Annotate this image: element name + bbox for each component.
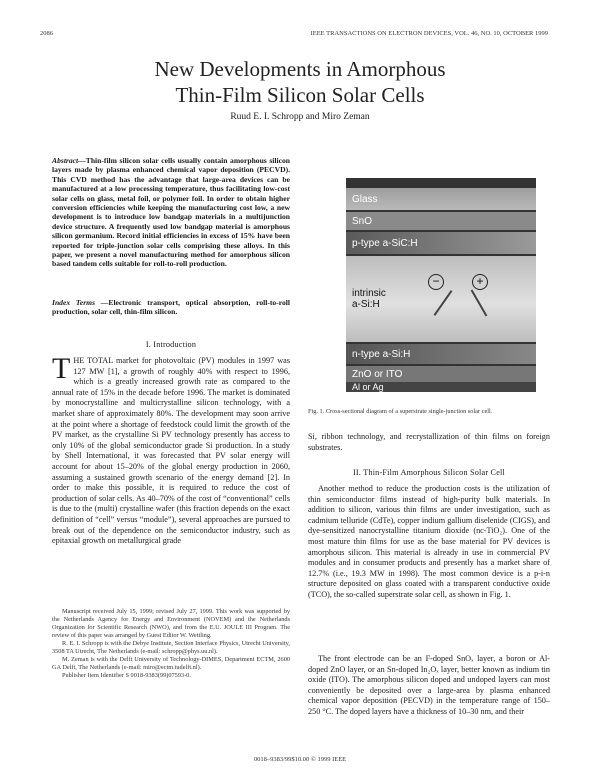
layer-intrinsic-material: a-Si:H xyxy=(352,299,380,310)
hole-arrow-icon xyxy=(471,290,488,317)
electron-icon: − xyxy=(428,274,444,290)
section-heading-introduction: I. Introduction xyxy=(145,340,197,349)
authors: Ruud E. I. Schropp and Miro Zeman xyxy=(230,112,370,122)
figure-caption: Fig. 1. Cross-sectional diagram of a superstrate single-junction solar cell. xyxy=(308,408,493,415)
layer-n-type: n-type a-Si:H xyxy=(346,344,536,364)
layer-zno-ito: ZnO or ITO xyxy=(346,366,536,382)
layer-intrinsic xyxy=(346,256,536,342)
thin-film-paragraph-2: The front electrode can be an F-doped SnOₓ layer, a boron or Al-doped ZnO layer, or an Sn-doped In₂Oₓ layer, better known as indium tin oxide (ITO). The amorphous silicon doped and undoped layers can most conveniently be deposited over a large-area by plasma enhanced chemical vapor deposition (PECVD) in the temperature range of 150–250 °C. The doped layers have a thickness of 10–30 nm, and their xyxy=(308,654,550,716)
footnote-author1: R. E. I. Schropp is with the Debye Institute, Section Interface Physics, Utrecht University, 3508 TA Utrecht, The Netherlands (e-mail: schropp@phys.uu.nl). xyxy=(52,640,290,655)
paper-title xyxy=(0,56,600,108)
layer-intrinsic-label: intrinsic xyxy=(352,288,386,299)
solar-cell-diagram xyxy=(346,178,536,392)
copyright-footer: 0018–9383/99$10.00 © 1999 IEEE xyxy=(253,756,347,763)
layer-metal: Al or Ag xyxy=(346,382,536,392)
section-heading-thin-film: II. Thin-Film Amorphous Silicon Solar Cell xyxy=(353,468,505,477)
footnote-manuscript: Manuscript received July 15, 1999; revised July 27, 1999. This work was supported by the Netherlands Agency for Energy and Environment (NOVEM) and the Netherlands Organization for Scientific Research (NWO), and from the E.U. JOULE III Program. The review of this paper was arranged by Guest Editor W. Wettling. xyxy=(52,608,290,639)
footnote-author2: M. Zeman is with the Delft University of Technology-DIMES, Department ECTM, 2600 GA Delft, The Netherlands (e-mail: miro@ectm.tudelft.nl). xyxy=(52,656,290,671)
abstract-text: Thin-film silicon solar cells usually contain amorphous silicon layers made by plasma enhanced chemical vapor deposition (PECVD). This CVD method has the advantage that large-area devices can be manufactured at a low processing temperature, thus facilitating low-cost solar cells on glass, metal foil, or polymer foil. In order to obtain higher conversion efficiencies while keeping the manufacturing cost low, a new development is to introduce low bandgap materials in a multijunction device structure. A frequently used low bandgap material is amorphous silicon germanium. Record initial efficiencies in excess of 15% have been reported for triple-junction solar cells comprising these alloys. In this paper, we present a novel manufacturing method for amorphous silicon based tandem cells suitable for roll-to-roll production. xyxy=(52,156,290,269)
footnote-publisher-id: Publisher Item Identifier S 0018-9383(99)07593-0. xyxy=(62,672,191,679)
title-line-1: New Developments in Amorphous xyxy=(154,57,446,81)
journal-header: IEEE TRANSACTIONS ON ELECTRON DEVICES, VOL. 46, NO. 10, OCTOBER 1999 xyxy=(310,30,548,37)
drop-cap: T xyxy=(52,352,71,385)
electron-arrow-icon xyxy=(434,290,453,316)
footnote xyxy=(52,608,290,680)
introduction-text xyxy=(52,352,290,547)
index-terms-text: Electronic transport, optical absorption, roll-to-roll production, solar cell, thin-film silicon. xyxy=(52,298,290,317)
index-terms xyxy=(52,298,290,317)
layer-glass: Glass xyxy=(346,188,536,210)
title-line-2: Thin-Film Silicon Solar Cells xyxy=(175,83,425,107)
layer-p-type: p-type a-SiC:H xyxy=(346,232,536,254)
abstract-label: Abstract— xyxy=(52,156,86,165)
layer-sno: SnO xyxy=(346,212,536,230)
page-number: 2086 xyxy=(40,30,53,37)
paragraph-continued: Si, ribbon technology, and recrystallization of thin films on foreign substrates. xyxy=(308,432,550,452)
index-terms-label: Index Terms — xyxy=(52,298,109,307)
introduction-body: HE TOTAL market for photovoltaic (PV) modules in 1997 was 127 MW [1], a growth of roughly 40% with respect to 1996, which is a greatly increased growth rate as compared to the annual rate of 15% in the decade before 1996. The market is dominated by monocrystalline and multicrystalline silicon technology, with a market share of approximately 80%. The development may soon arrive at the point where a shortage of feedstock could limit the growth of the PV market, as the crystalline Si PV technology presently has access to only 10% of the global semiconductor grade Si production. In a study by Shell International, it was forecasted that PV solar energy will account for about 15–20% of the global energy production in 2060, assuming a sustained growth scenario of the energy demand [2]. In order to make this possible, it is required to reduce the cost of production of solar cells. As 40–70% of the cost of “conventional” cells is due to the (multi) crystalline wafer (this fraction depends on the exact definition of “cell” versus “module”), several approaches are pursued to break out of the dependence on the semiconductor industry, such as epitaxial growth on metallurgical grade xyxy=(52,356,290,546)
hole-icon: + xyxy=(472,274,488,290)
thin-film-paragraph-1: Another method to reduce the production costs is the utilization of thin semiconductor films instead of high-purity bulk materials. In addition to silicon, various thin films are under investigation, such as cadmium telluride (CdTe), copper indium gallium diselenide (CIGS), and dye-sensitized nanocrystalline titanium dioxide (nc-TiO₂). One of the most mature thin films for use as the base material for PV devices is amorphous silicon. This material is already in use in commercial PV modules and in consumer products and presently has a market share of 12.7% (i.e., 19.3 MW in 1998). The most common device is a p-i-n structure deposited on glass coated with a transparent conductive oxide (TCO), the so-called superstrate solar cell, as shown in Fig. 1. xyxy=(308,484,550,599)
abstract xyxy=(52,156,290,269)
